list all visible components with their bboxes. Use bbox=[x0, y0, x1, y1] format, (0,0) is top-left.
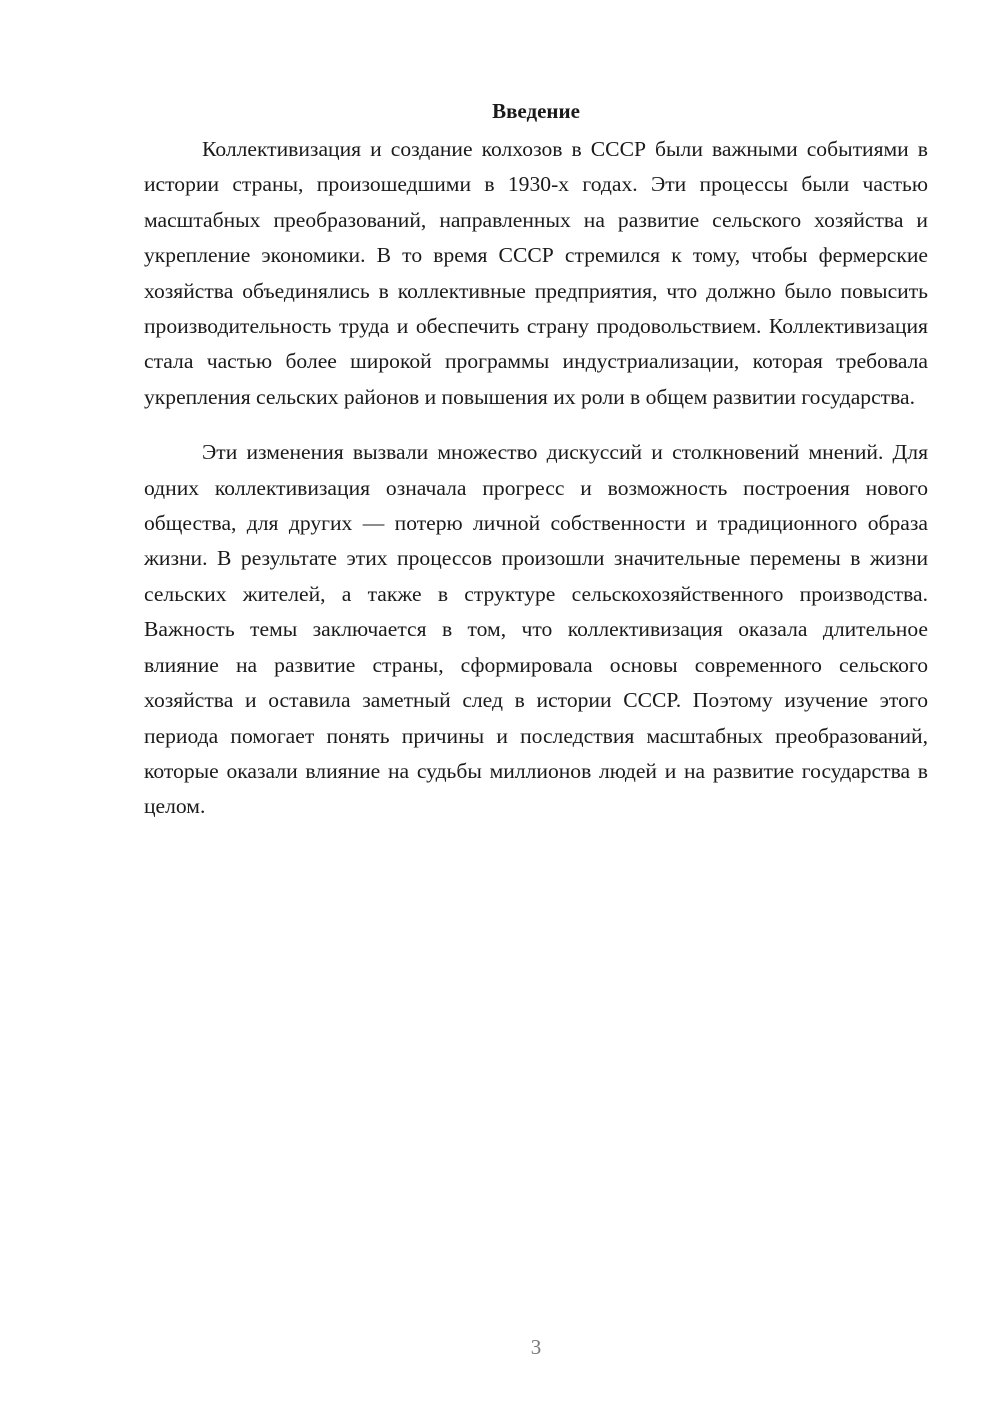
page-number: 3 bbox=[530, 1335, 542, 1359]
section-heading: Введение bbox=[492, 99, 580, 123]
paragraph-1: Коллективизация и создание колхозов в СССР были важными событиями в истории страны, произошедшими в 1930-х годах. Эти процессы были частью масштабных преобразований, направленных на развитие сельского хозяйства и укрепление экономики. В то время СССР стремился к тому, чтобы фермерские хозяйства объединялись в коллективные предприятия, что должно было повысить производительность труда и обеспечить страну продовольствием. Коллективизация стала частью более широкой программы индустриализации, которая требовала укрепления сельских районов и повышения их роли в общем развитии государства. bbox=[144, 137, 928, 409]
page-content bbox=[144, 94, 928, 825]
paragraph-2: Эти изменения вызвали множество дискуссий и столкновений мнений. Для одних коллективизация означала прогресс и возможность построения нового общества, для других — потерю личной собственности и традиционного образа жизни. В результате этих процессов произошли значительные перемены в жизни сельских жителей, а также в структуре сельскохозяйственного производства. Важность темы заключается в том, что коллективизация оказала длительное влияние на развитие страны, сформировала основы современного сельского хозяйства и оставила заметный след в истории СССР. Поэтому изучение этого периода помогает понять причины и последствия масштабных преобразований, которые оказали влияние на судьбы миллионов людей и на развитие государства в целом. bbox=[144, 440, 928, 819]
